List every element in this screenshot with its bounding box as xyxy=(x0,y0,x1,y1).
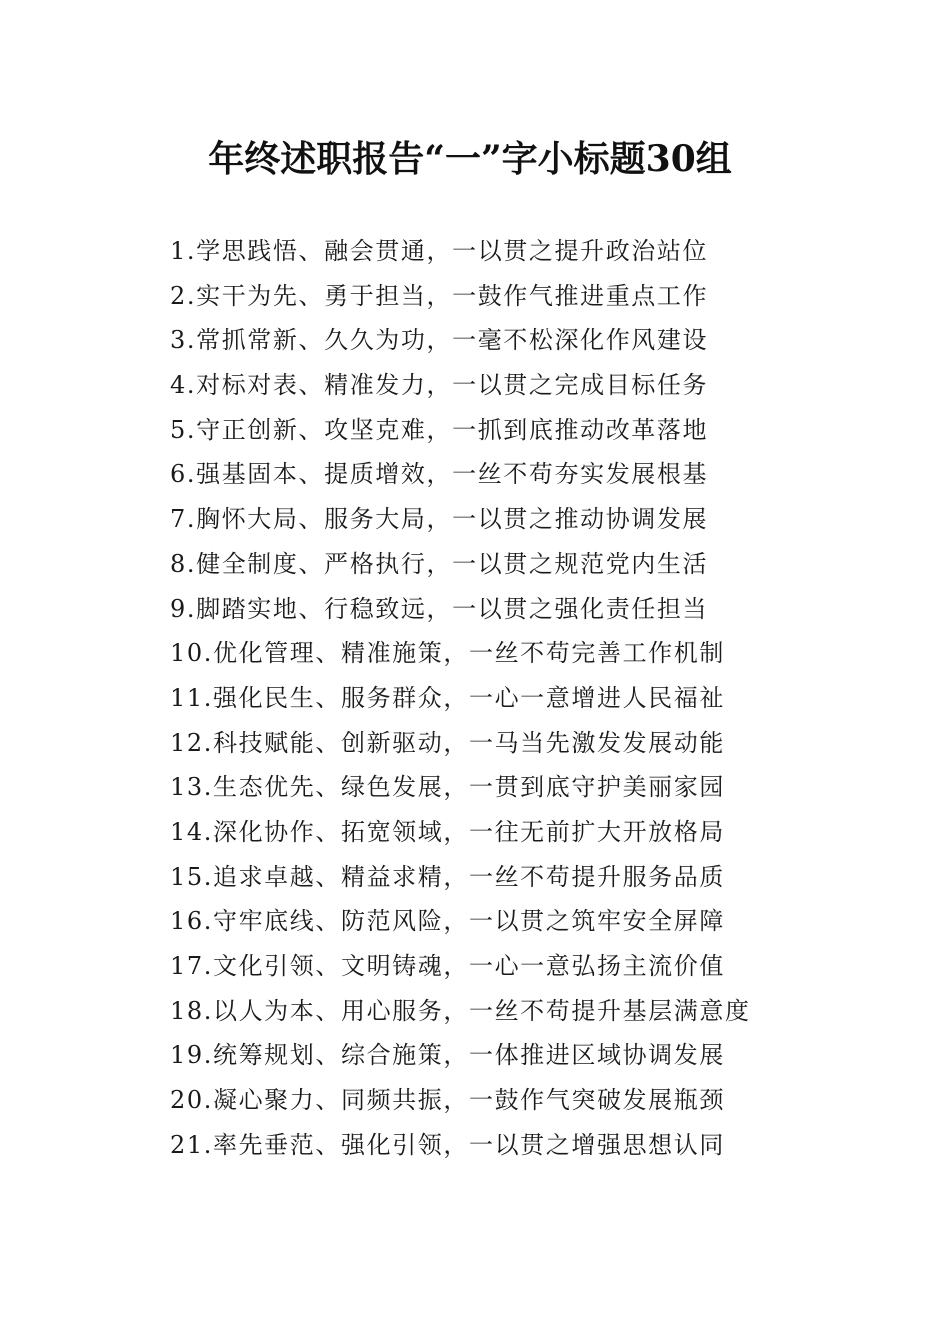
list-item: 17.文化引领、文明铸魂，一心一意弘扬主流价值 xyxy=(170,952,725,980)
list-item: 14.深化协作、拓宽领域，一往无前扩大开放格局 xyxy=(170,817,725,846)
list-item: 21.率先垂范、强化引领，一以贯之增强思想认同 xyxy=(170,1130,725,1159)
list-item: 4.对标对表、精准发力，一以贯之完成目标任务 xyxy=(170,371,709,400)
list-item: 8.健全制度、严格执行，一以贯之规范党内生活 xyxy=(170,549,709,578)
list-item: 11.强化民生、服务群众，一心一意增进人民福祉 xyxy=(170,683,725,712)
list-item: 20.凝心聚力、同频共振，一鼓作气突破发展瓶颈 xyxy=(170,1086,725,1115)
list-item: 2.实干为先、勇于担当，一鼓作气推进重点工作 xyxy=(170,281,709,310)
list-item: 7.胸怀大局、服务大局，一以贯之推动协调发展 xyxy=(170,505,709,534)
list-item: 16.守牢底线、防范风险，一以贯之筑牢安全屏障 xyxy=(170,907,725,936)
heading-list xyxy=(170,229,910,1167)
list-item: 3.常抓常新、久久为功，一毫不松深化作风建设 xyxy=(170,326,709,355)
list-item: 10.优化管理、精准施策，一丝不苟完善工作机制 xyxy=(170,639,725,668)
list-item: 5.守正创新、攻坚克难，一抓到底推动改革落地 xyxy=(170,415,709,444)
document-title: 年终述职报告“一”字小标题30组 xyxy=(208,138,732,180)
list-item: 15.追求卓越、精益求精，一丝不苟提升服务品质 xyxy=(170,862,725,891)
list-item: 1.学思践悟、融会贯通，一以贯之提升政治站位 xyxy=(170,237,709,265)
list-item: 9.脚踏实地、行稳致远，一以贯之强化责任担当 xyxy=(170,594,709,623)
list-item: 19.统筹规划、综合施策，一体推进区域协调发展 xyxy=(170,1041,725,1070)
list-item: 18.以人为本、用心服务，一丝不苟提升基层满意度 xyxy=(170,996,751,1025)
list-item: 6.强基固本、提质增效，一丝不苟夯实发展根基 xyxy=(170,460,709,489)
list-item: 13.生态优先、绿色发展，一贯到底守护美丽家园 xyxy=(170,773,725,802)
list-item: 12.科技赋能、创新驱动，一马当先激发发展动能 xyxy=(170,728,725,757)
